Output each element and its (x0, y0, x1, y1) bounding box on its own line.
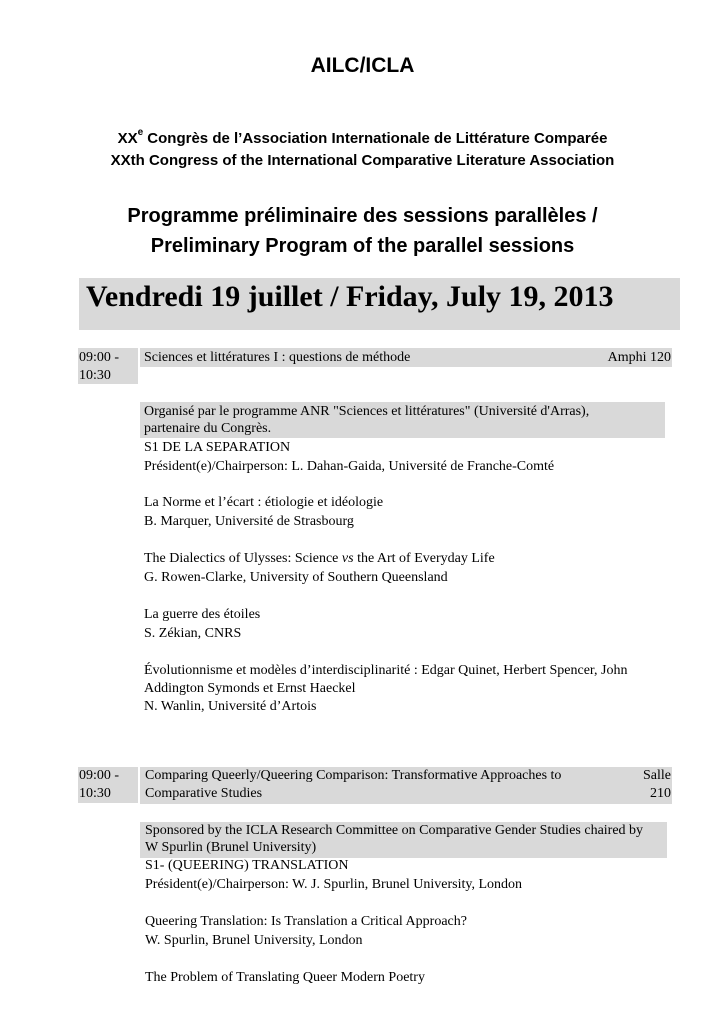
session-chair: Président(e)/Chairperson: L. Dahan-Gaida, Université de Franche-Comté (144, 459, 555, 474)
paper-title: Queering Translation: Is Translation a Critical Approach? (145, 914, 467, 929)
paper-title: The Problem of Translating Queer Modern Poetry (145, 970, 425, 985)
congress-title-fr (0, 129, 725, 147)
congress-title-en: XXth Congress of the International Comparative Literature Association (110, 152, 615, 169)
session-room: Salle (643, 768, 671, 783)
session-organizer-cont: W Spurlin (Brunel University) (145, 840, 317, 855)
session-organizer: Organisé par le programme ANR "Sciences et littératures" (Université d'Arras), (144, 404, 590, 419)
session-time-end: 10:30 (79, 368, 111, 383)
paper-title-part: the Art of Everyday Life (353, 551, 495, 566)
congress-number: XX (117, 130, 138, 147)
paper-title: Évolutionnisme et modèles d’interdisciplinarité : Edgar Quinet, Herbert Spencer, John (144, 663, 628, 678)
paper-title-cont: Addington Symonds et Ernst Haeckel (144, 681, 356, 696)
program-title-fr: Programme préliminaire des sessions parallèles / (127, 205, 598, 227)
congress-ordinal: e (137, 127, 144, 138)
session-title-cont: Comparative Studies (145, 786, 263, 801)
organization-title: AILC/ICLA (310, 54, 415, 77)
session-chair: Président(e)/Chairperson: W. J. Spurlin, Brunel University, London (145, 877, 523, 892)
paper-author: W. Spurlin, Brunel University, London (145, 933, 363, 948)
paper-author: S. Zékian, CNRS (144, 626, 242, 641)
session-room-number: 210 (650, 786, 671, 801)
paper-author: G. Rowen-Clarke, University of Southern Queensland (144, 570, 448, 585)
date-heading: Vendredi 19 juillet / Friday, July 19, 2013 (86, 280, 614, 313)
section-title: S1- (QUEERING) TRANSLATION (145, 858, 349, 873)
paper-author: N. Wanlin, Université d’Artois (144, 699, 317, 714)
session-room: Amphi 120 (607, 350, 671, 365)
paper-title (144, 550, 495, 569)
paper-title: La guerre des étoiles (144, 607, 261, 622)
session-time-start: 09:00 - (79, 768, 120, 783)
session-title: Comparing Queerly/Queering Comparison: Transformative Approaches to (145, 768, 562, 783)
paper-title-part: The Dialectics of Ulysses: Science (144, 551, 342, 566)
session-time-start: 09:00 - (79, 350, 120, 365)
congress-title-fr-text: Congrès de l’Association Internationale de Littérature Comparée (143, 130, 608, 147)
section-title: S1 DE LA SEPARATION (144, 440, 291, 455)
paper-title: La Norme et l’écart : étiologie et idéologie (144, 495, 384, 510)
paper-title-emphasis: vs (341, 551, 354, 566)
program-title-en: Preliminary Program of the parallel sessions (150, 235, 575, 257)
session-organizer: Sponsored by the ICLA Research Committee on Comparative Gender Studies chaired by (145, 823, 644, 838)
session-title: Sciences et littératures I : questions de méthode (144, 350, 411, 365)
session-organizer-cont: partenaire du Congrès. (144, 421, 272, 436)
session-time-end: 10:30 (79, 786, 111, 801)
paper-author: B. Marquer, Université de Strasbourg (144, 514, 354, 529)
